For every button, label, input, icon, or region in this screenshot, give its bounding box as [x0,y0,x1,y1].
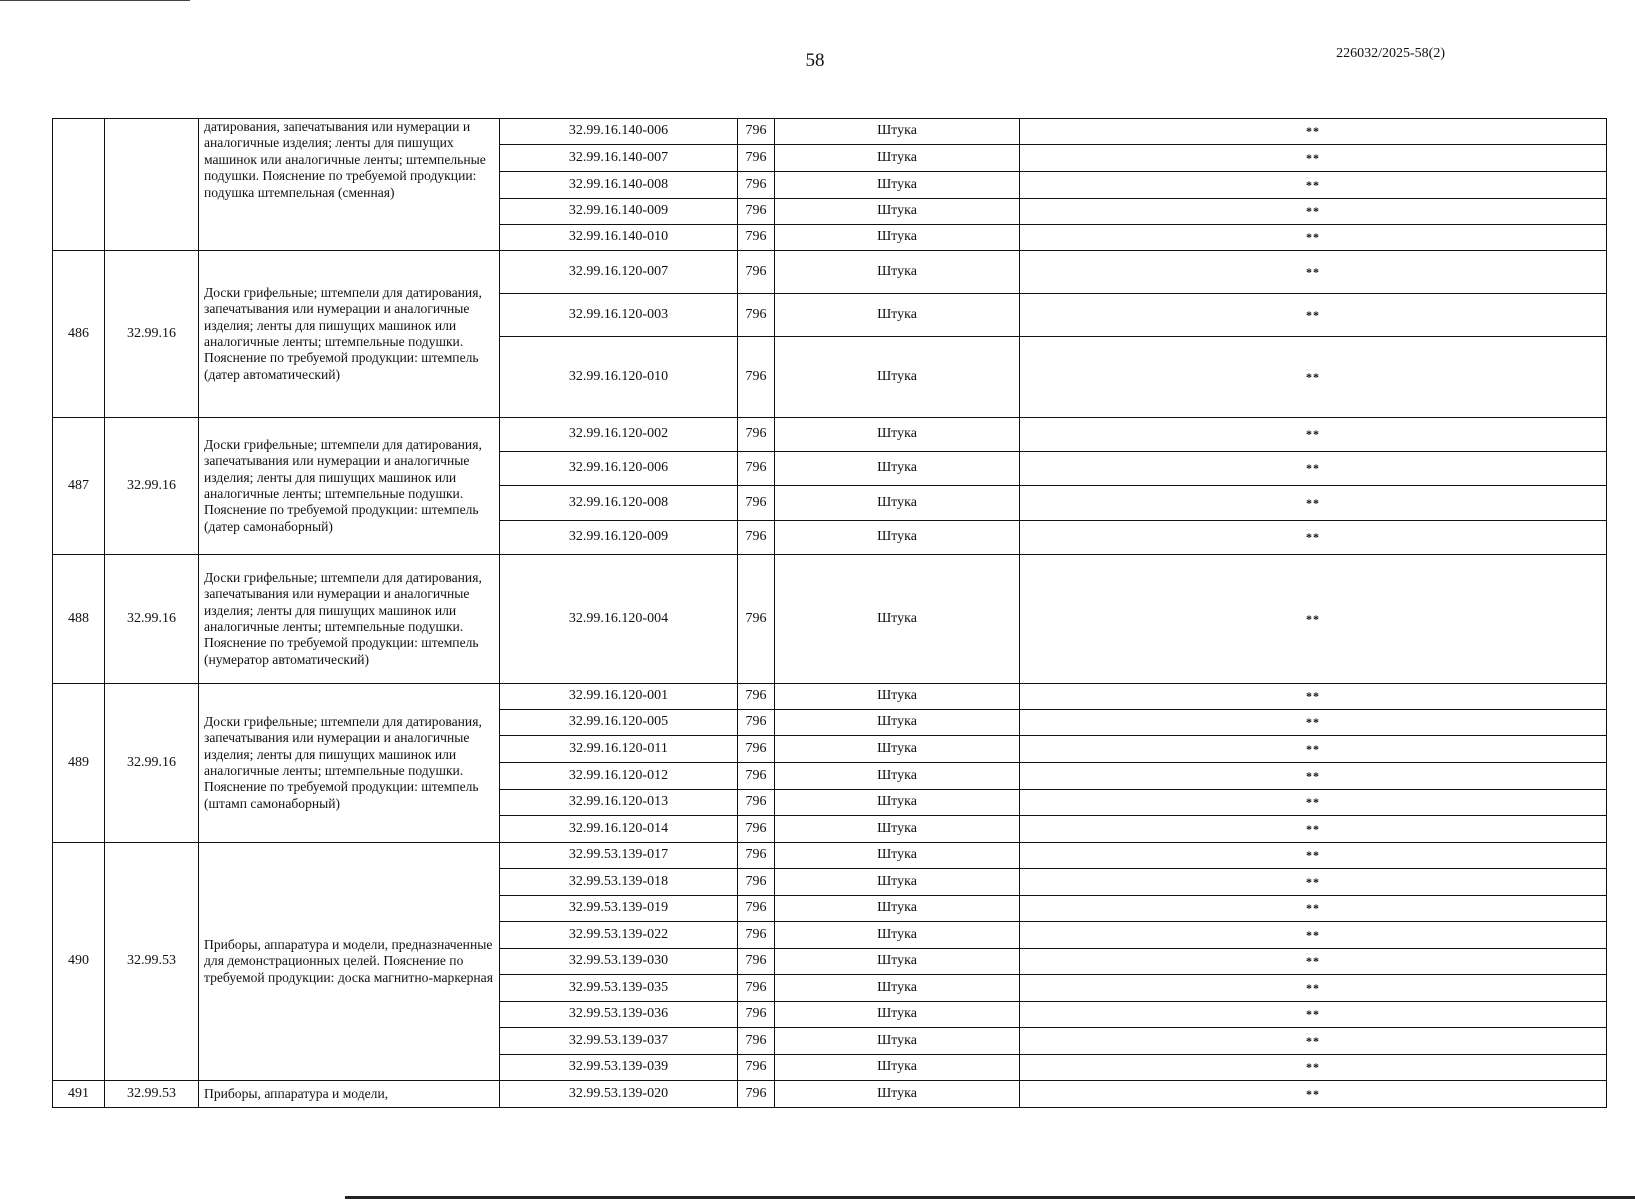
table-row [53,251,1607,294]
okei-code: 796 [738,521,775,555]
unit-name: Штука [775,337,1020,418]
ktru-code: 32.99.16.120-004 [500,555,738,684]
unit-name: Штука [775,896,1020,922]
product-description: датирования, запечатывания или нумерации и аналогичные изделия; ленты для пишущих машинок или аналогичные ленты; штемпельные подушки. Пояснение по требуемой продукции: подушка штемпельная (сменная) [199,119,500,251]
row-number: 488 [53,555,105,684]
quantity-value: ** [1020,418,1607,452]
quantity-value: ** [1020,521,1607,555]
unit-name: Штука [775,684,1020,710]
okpd2-code: 32.99.53 [105,843,199,1081]
unit-name: Штука [775,790,1020,816]
quantity-value: ** [1020,843,1607,869]
product-description: Доски грифельные; штемпели для датирования, запечатывания или нумерации и аналогичные изделия; ленты для пишущих машинок или аналогичные ленты; штемпельные подушки. Пояснение по требуемой продукции: штемпель (датер автоматический) [199,251,500,418]
okei-code: 796 [738,975,775,1002]
quantity-value: ** [1020,790,1607,816]
table-row [53,555,1607,684]
table-row [53,1081,1607,1108]
okei-code: 796 [738,119,775,145]
unit-name: Штука [775,119,1020,145]
quantity-value: ** [1020,199,1607,225]
okpd2-code: 32.99.53 [105,1081,199,1108]
ktru-code: 32.99.53.139-030 [500,949,738,975]
okei-code: 796 [738,294,775,337]
ktru-code: 32.99.53.139-018 [500,869,738,896]
top-rule [0,0,190,1]
unit-name: Штука [775,521,1020,555]
unit-name: Штука [775,145,1020,172]
unit-name: Штука [775,736,1020,763]
ktru-code: 32.99.16.120-014 [500,816,738,843]
ktru-code: 32.99.16.120-006 [500,452,738,486]
quantity-value: ** [1020,1028,1607,1055]
ktru-code: 32.99.53.139-020 [500,1081,738,1108]
document-number: 226032/2025-58(2) [1336,46,1445,61]
unit-name: Штука [775,294,1020,337]
ktru-code: 32.99.53.139-019 [500,896,738,922]
okei-code: 796 [738,1028,775,1055]
table-row [53,684,1607,710]
quantity-value: ** [1020,1055,1607,1081]
table-row [53,843,1607,869]
okpd2-code: 32.99.16 [105,684,199,843]
table-row [53,418,1607,452]
ktru-code: 32.99.16.120-005 [500,710,738,736]
quantity-value: ** [1020,486,1607,521]
unit-name: Штука [775,922,1020,949]
ktru-code: 32.99.53.139-036 [500,1002,738,1028]
quantity-value: ** [1020,555,1607,684]
quantity-value: ** [1020,710,1607,736]
quantity-value: ** [1020,294,1607,337]
unit-name: Штука [775,816,1020,843]
okei-code: 796 [738,486,775,521]
okpd2-code: 32.99.16 [105,418,199,555]
quantity-value: ** [1020,337,1607,418]
okei-code: 796 [738,1055,775,1081]
okpd2-code: 32.99.16 [105,251,199,418]
ktru-code: 32.99.16.140-008 [500,172,738,199]
okpd2-code: 32.99.16 [105,555,199,684]
unit-name: Штука [775,869,1020,896]
quantity-value: ** [1020,1081,1607,1108]
okei-code: 796 [738,1002,775,1028]
ktru-code: 32.99.16.120-002 [500,418,738,452]
bottom-rule [345,1196,1635,1199]
quantity-value: ** [1020,736,1607,763]
unit-name: Штука [775,172,1020,199]
quantity-value: ** [1020,225,1607,251]
okei-code: 796 [738,145,775,172]
ktru-code: 32.99.53.139-039 [500,1055,738,1081]
unit-name: Штука [775,975,1020,1002]
ktru-code: 32.99.53.139-022 [500,922,738,949]
okei-code: 796 [738,949,775,975]
ktru-code: 32.99.16.120-011 [500,736,738,763]
ktru-code: 32.99.16.120-007 [500,251,738,294]
okei-code: 796 [738,843,775,869]
quantity-value: ** [1020,1002,1607,1028]
ktru-code: 32.99.16.140-009 [500,199,738,225]
ktru-code: 32.99.53.139-017 [500,843,738,869]
okei-code: 796 [738,251,775,294]
ktru-code: 32.99.16.120-009 [500,521,738,555]
product-description: Приборы, аппаратура и модели, [199,1081,500,1108]
row-number: 489 [53,684,105,843]
quantity-value: ** [1020,975,1607,1002]
quantity-value: ** [1020,684,1607,710]
product-description: Доски грифельные; штемпели для датирования, запечатывания или нумерации и аналогичные изделия; ленты для пишущих машинок или аналогичные ленты; штемпельные подушки. Пояснение по требуемой продукции: штемпель (штамп самонаборный) [199,684,500,843]
okei-code: 796 [738,199,775,225]
ktru-code: 32.99.16.140-006 [500,119,738,145]
table-row [53,119,1607,145]
unit-name: Штука [775,763,1020,790]
ktru-code: 32.99.16.140-007 [500,145,738,172]
okei-code: 796 [738,452,775,486]
quantity-value: ** [1020,251,1607,294]
unit-name: Штука [775,1002,1020,1028]
okei-code: 796 [738,225,775,251]
okei-code: 796 [738,684,775,710]
ktru-code: 32.99.53.139-037 [500,1028,738,1055]
unit-name: Штука [775,1028,1020,1055]
okei-code: 796 [738,710,775,736]
okei-code: 796 [738,736,775,763]
quantity-value: ** [1020,816,1607,843]
okei-code: 796 [738,172,775,199]
okei-code: 796 [738,418,775,452]
okei-code: 796 [738,816,775,843]
okpd2-code [105,119,199,251]
page-number: 58 [805,50,825,71]
okei-code: 796 [738,1081,775,1108]
ktru-code: 32.99.16.120-001 [500,684,738,710]
ktru-code: 32.99.16.120-003 [500,294,738,337]
unit-name: Штука [775,843,1020,869]
quantity-value: ** [1020,896,1607,922]
quantity-value: ** [1020,172,1607,199]
okei-code: 796 [738,869,775,896]
okei-code: 796 [738,790,775,816]
unit-name: Штука [775,225,1020,251]
quantity-value: ** [1020,119,1607,145]
quantity-value: ** [1020,922,1607,949]
unit-name: Штука [775,555,1020,684]
row-number: 491 [53,1081,105,1108]
unit-name: Штука [775,199,1020,225]
quantity-value: ** [1020,763,1607,790]
unit-name: Штука [775,486,1020,521]
unit-name: Штука [775,1081,1020,1108]
okei-code: 796 [738,337,775,418]
unit-name: Штука [775,710,1020,736]
okei-code: 796 [738,763,775,790]
row-number: 490 [53,843,105,1081]
product-description: Доски грифельные; штемпели для датирования, запечатывания или нумерации и аналогичные изделия; ленты для пишущих машинок или аналогичные ленты; штемпельные подушки. Пояснение по требуемой продукции: штемпель (датер самонаборный) [199,418,500,555]
quantity-value: ** [1020,869,1607,896]
quantity-value: ** [1020,949,1607,975]
product-description: Приборы, аппаратура и модели, предназначенные для демонстрационных целей. Пояснение по требуемой продукции: доска магнитно-маркерная [199,843,500,1081]
unit-name: Штука [775,251,1020,294]
row-number: 486 [53,251,105,418]
ktru-code: 32.99.16.120-008 [500,486,738,521]
product-description: Доски грифельные; штемпели для датирования, запечатывания или нумерации и аналогичные изделия; ленты для пишущих машинок или аналогичные ленты; штемпельные подушки. Пояснение по требуемой продукции: штемпель (нумератор автоматический) [199,555,500,684]
ktru-code: 32.99.16.120-010 [500,337,738,418]
okei-code: 796 [738,922,775,949]
products-table [52,118,1607,1108]
ktru-code: 32.99.53.139-035 [500,975,738,1002]
unit-name: Штука [775,452,1020,486]
unit-name: Штука [775,949,1020,975]
ktru-code: 32.99.16.120-012 [500,763,738,790]
quantity-value: ** [1020,145,1607,172]
unit-name: Штука [775,418,1020,452]
ktru-code: 32.99.16.140-010 [500,225,738,251]
okei-code: 796 [738,555,775,684]
okei-code: 796 [738,896,775,922]
row-number [53,119,105,251]
ktru-code: 32.99.16.120-013 [500,790,738,816]
row-number: 487 [53,418,105,555]
quantity-value: ** [1020,452,1607,486]
unit-name: Штука [775,1055,1020,1081]
